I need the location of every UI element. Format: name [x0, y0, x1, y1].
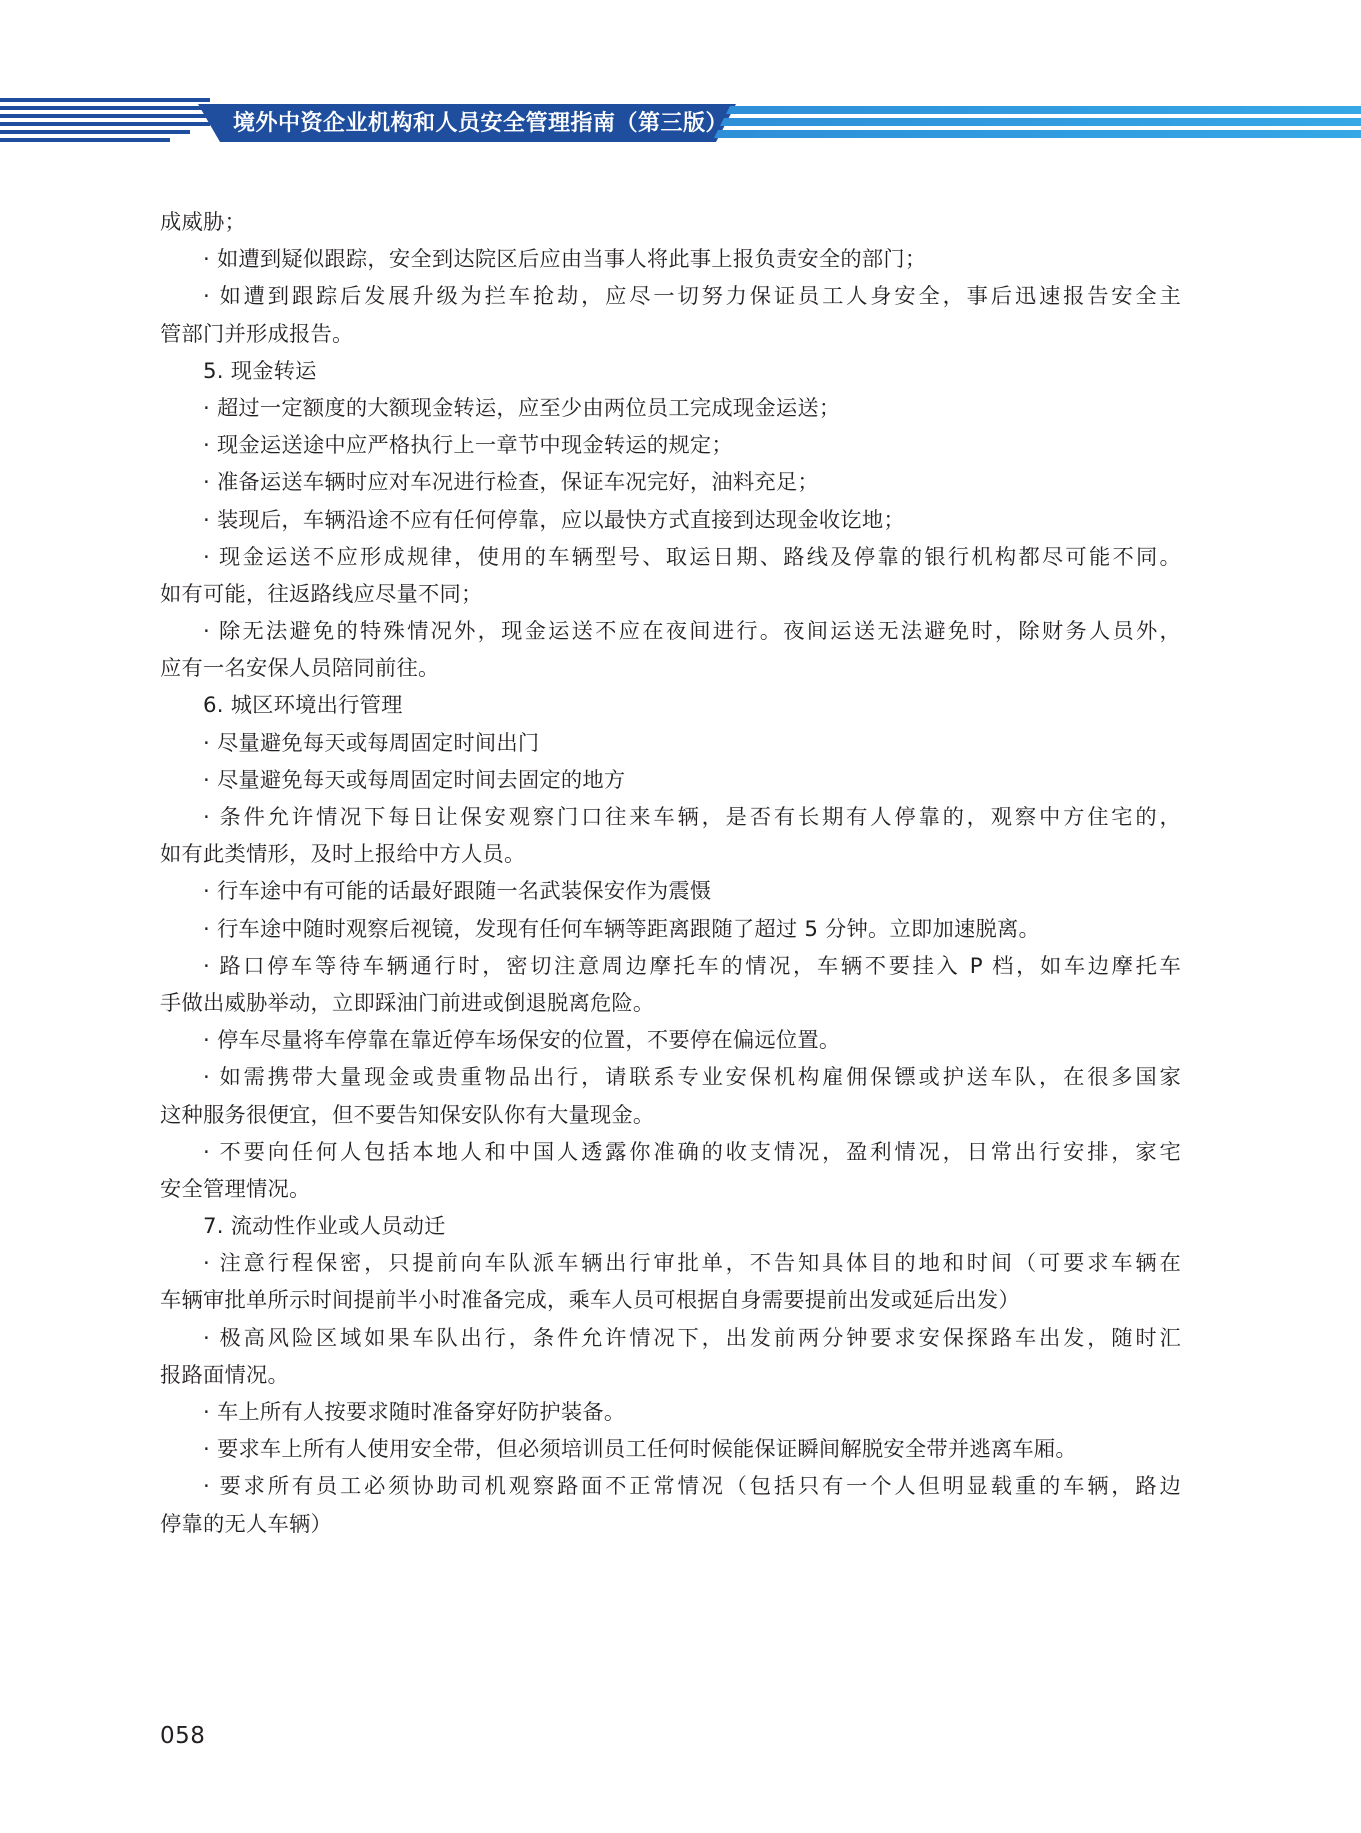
text-line: 报路面情况。 — [160, 1362, 289, 1388]
bullet-line: · 条件允许情况下每日让保安观察门口往来车辆，是否有长期有人停靠的，观察中方住宅的， — [203, 805, 1181, 830]
text-line: 成威胁； — [160, 210, 246, 235]
bullet-line: · 如需携带大量现金或贵重物品出行，请联系专业安保机构雇佣保镖或护送车队，在很多国家 — [203, 1065, 1181, 1091]
left-stripe-1 — [0, 98, 210, 102]
left-stripe-2 — [0, 106, 210, 110]
text-line: 这种服务很便宜，但不要告知保安队你有大量现金。 — [160, 1102, 655, 1128]
section-heading: 5. 现金转运 — [203, 358, 317, 384]
document-body — [160, 204, 1181, 1543]
bullet-line: · 装现后，车辆沿途不应有任何停靠，应以最快方式直接到达现金收讫地； — [203, 507, 905, 533]
left-stripe-6 — [0, 138, 170, 142]
bullet-line: · 路口停车等待车辆通行时，密切注意周边摩托车的情况，车辆不要挂入 P 档，如车边摩托车 — [203, 953, 1181, 979]
bullet-line: · 注意行程保密，只提前向车队派车辆出行审批单，不告知具体目的地和时间（可要求车辆在 — [203, 1251, 1181, 1277]
section-heading: 6. 城区环境出行管理 — [203, 693, 403, 719]
bullet-line: · 如遭到跟踪后发展升级为拦车抢劫，应尽一切努力保证员工人身安全，事后迅速报告安全主 — [203, 284, 1181, 310]
bullet-line: · 如遭到疑似跟踪，安全到达院区后应由当事人将此事上报负责安全的部门； — [203, 247, 927, 273]
bullet-line: · 不要向任何人包括本地人和中国人透露你准确的收支情况，盈利情况，日常出行安排，家宅 — [203, 1139, 1181, 1165]
left-stripe-3 — [0, 114, 210, 118]
bullet-line: · 尽量避免每天或每周固定时间出门 — [203, 730, 540, 756]
text-line: 手做出威胁举动，立即踩油门前进或倒退脱离危险。 — [160, 990, 655, 1016]
right-stripe-2 — [720, 118, 1361, 126]
bullet-line: · 极高风险区域如果车队出行，条件允许情况下，出发前两分钟要求安保探路车出发，随时汇 — [203, 1325, 1181, 1351]
bullet-line: · 现金运送途中应严格执行上一章节中现金转运的规定； — [203, 433, 733, 459]
bullet-line: · 要求车上所有人使用安全带，但必须培训员工任何时候能保证瞬间解脱安全带并逃离车厢。 — [203, 1437, 1077, 1463]
text-line: 如有此类情形，及时上报给中方人员。 — [160, 842, 526, 868]
page-number: 058 — [160, 1723, 206, 1749]
bullet-line: · 行车途中有可能的话最好跟随一名武装保安作为震慑 — [203, 879, 712, 905]
bullet-line: · 车上所有人按要求随时准备穿好防护装备。 — [203, 1400, 626, 1425]
bullet-line: · 现金运送不应形成规律，使用的车辆型号、取运日期、路线及停靠的银行机构都尽可能不同。 — [203, 544, 1181, 570]
text-line: 如有可能，往返路线应尽量不同； — [160, 581, 483, 607]
bullet-line: · 尽量避免每天或每周固定时间去固定的地方 — [203, 767, 626, 793]
right-stripe-1 — [726, 106, 1361, 114]
bullet-line: · 行车途中随时观察后视镜，发现有任何车辆等距离跟随了超过 5 分钟。立即加速脱离。 — [203, 916, 1041, 942]
bullet-line: · 除无法避免的特殊情况外，现金运送不应在夜间进行。夜间运送无法避免时，除财务人员外， — [203, 619, 1181, 645]
text-line: 应有一名安保人员陪同前往。 — [160, 656, 440, 682]
bullet-line: · 停车尽量将车停靠在靠近停车场保安的位置，不要停在偏远位置。 — [203, 1028, 841, 1054]
left-stripe-5 — [0, 130, 190, 134]
left-stripe-4 — [0, 122, 210, 126]
text-line: 安全管理情况。 — [160, 1176, 311, 1202]
text-line: 管部门并形成报告。 — [160, 321, 354, 347]
bullet-line: · 要求所有员工必须协助司机观察路面不正常情况（包括只有一个人但明显载重的车辆，路边 — [203, 1474, 1181, 1500]
header-title: 境外中资企业机构和人员安全管理指南（第三版） — [233, 111, 729, 136]
right-stripe-3 — [714, 130, 1361, 138]
text-line: 车辆审批单所示时间提前半小时准备完成，乘车人员可根据自身需要提前出发或延后出发） — [160, 1288, 1020, 1314]
bullet-line: · 超过一定额度的大额现金转运，应至少由两位员工完成现金运送； — [203, 395, 841, 421]
section-heading: 7. 流动性作业或人员动迁 — [203, 1214, 446, 1240]
bullet-line: · 准备运送车辆时应对车况进行检查，保证车况完好，油料充足； — [203, 470, 819, 496]
text-line: 停靠的无人车辆） — [160, 1511, 332, 1537]
